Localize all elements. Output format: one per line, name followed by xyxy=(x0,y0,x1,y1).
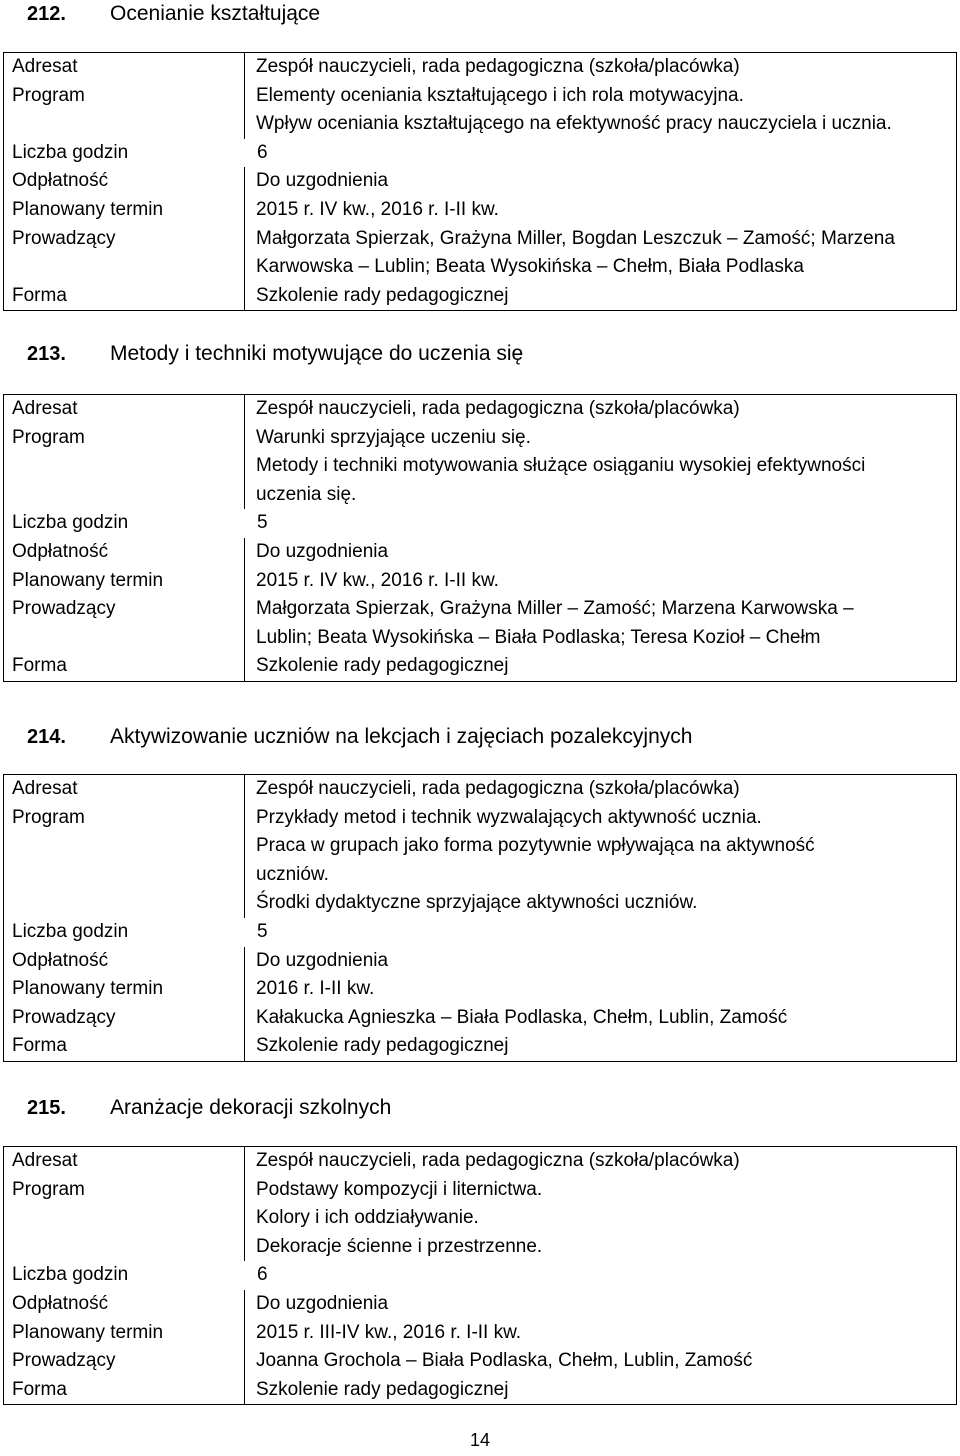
adresat-text: Zespół nauczycieli, rada pedagogiczna (szkoła/placówka) xyxy=(256,398,740,419)
column-divider xyxy=(244,1147,245,1176)
fee-label: Odpłatność xyxy=(12,170,109,192)
column-divider xyxy=(244,196,245,225)
course-info-table xyxy=(3,394,957,682)
column-divider xyxy=(244,1319,245,1348)
column-divider xyxy=(244,652,245,681)
section-heading xyxy=(3,342,957,376)
row-leaders xyxy=(4,225,956,282)
form-value xyxy=(246,1032,956,1061)
leaders-label: Prowadzący xyxy=(12,1350,116,1372)
leaders-line: Małgorzata Spierzak, Grażyna Miller – Zamość; Marzena Karwowska – xyxy=(256,598,854,620)
program-line: Podstawy kompozycji i liternictwa. xyxy=(256,1178,543,1200)
form-value xyxy=(246,282,956,311)
term-label: Planowany termin xyxy=(12,1321,164,1343)
row-fee xyxy=(4,1290,956,1319)
hours-value: 5 xyxy=(257,920,268,942)
term-label: Planowany termin xyxy=(12,198,164,220)
column-divider xyxy=(244,1032,245,1061)
section-number: 213. xyxy=(27,343,66,365)
section-title: Aktywizowanie uczniów na lekcjach i zajęciach pozalekcyjnych xyxy=(110,725,693,748)
row-form xyxy=(4,652,956,681)
section-number: 215. xyxy=(27,1097,66,1119)
program-line: Warunki sprzyjające uczeniu się. xyxy=(256,426,531,448)
column-divider xyxy=(244,225,245,282)
row-form xyxy=(4,1032,956,1061)
adresat-label: Adresat xyxy=(12,398,78,419)
leaders-value xyxy=(246,1347,956,1376)
row-adresat xyxy=(4,395,956,424)
program-label: Program xyxy=(12,426,85,448)
row-adresat xyxy=(4,775,956,804)
program-line: uczniów. xyxy=(256,863,329,885)
fee-value xyxy=(246,947,956,976)
program-line: Kolory i ich oddziaływanie. xyxy=(256,1207,479,1229)
program-line: Metody i techniki motywowania służące osiąganiu wysokiej efektywności xyxy=(256,455,866,477)
column-divider xyxy=(244,1376,245,1405)
row-adresat xyxy=(4,53,956,82)
term-label: Planowany termin xyxy=(12,978,164,1000)
course-info-table xyxy=(3,1146,957,1405)
term-value xyxy=(246,196,956,225)
fee-label: Odpłatność xyxy=(12,949,109,971)
column-divider xyxy=(244,424,245,510)
row-fee xyxy=(4,167,956,196)
adresat-value xyxy=(246,53,956,82)
column-divider xyxy=(244,567,245,596)
fee-value xyxy=(246,1290,956,1319)
row-term xyxy=(4,975,956,1004)
row-form xyxy=(4,1376,956,1405)
row-hours xyxy=(4,139,956,168)
program-line: uczenia się. xyxy=(256,483,357,505)
hours-value: 6 xyxy=(257,141,268,163)
fee-value xyxy=(246,538,956,567)
program-line: Wpływ oceniania kształtującego na efektywność pracy nauczyciela i ucznia. xyxy=(256,113,892,135)
term-value xyxy=(246,975,956,1004)
section-heading xyxy=(3,1096,957,1130)
hours-value: 6 xyxy=(257,1264,268,1286)
form-text: Szkolenie rady pedagogicznej xyxy=(256,284,509,306)
adresat-value xyxy=(246,775,956,804)
leaders-label: Prowadzący xyxy=(12,1006,116,1028)
row-leaders xyxy=(4,1347,956,1376)
hours-label: Liczba godzin xyxy=(12,1264,129,1286)
leaders-label: Prowadzący xyxy=(12,227,116,249)
column-divider xyxy=(244,775,245,804)
leaders-line: Karwowska – Lublin; Beata Wysokińska – Chełm, Biała Podlaska xyxy=(256,256,804,278)
column-divider xyxy=(244,282,245,311)
row-program xyxy=(4,82,956,139)
leaders-value xyxy=(246,595,956,652)
adresat-label: Adresat xyxy=(12,778,78,799)
fee-value xyxy=(246,167,956,196)
program-value xyxy=(246,424,956,510)
section-title: Aranżacje dekoracji szkolnych xyxy=(110,1096,392,1119)
column-divider xyxy=(244,82,245,139)
fee-text: Do uzgodnienia xyxy=(256,170,389,192)
program-line: Elementy oceniania kształtującego i ich rola motywacyjna. xyxy=(256,84,744,106)
form-value xyxy=(246,652,956,681)
column-divider xyxy=(244,947,245,976)
fee-label: Odpłatność xyxy=(12,540,109,562)
form-label: Forma xyxy=(12,1378,67,1400)
column-divider xyxy=(244,595,245,652)
adresat-value xyxy=(246,1147,956,1176)
leaders-line: Joanna Grochola – Biała Podlaska, Chełm, Lublin, Zamość xyxy=(256,1350,753,1372)
row-hours xyxy=(4,1261,956,1290)
term-text: 2015 r. IV kw., 2016 r. I-II kw. xyxy=(256,569,499,591)
form-text: Szkolenie rady pedagogicznej xyxy=(256,1035,509,1057)
column-divider xyxy=(244,975,245,1004)
column-divider xyxy=(244,804,245,918)
row-term xyxy=(4,1319,956,1348)
row-leaders xyxy=(4,1004,956,1033)
column-divider xyxy=(244,1176,245,1262)
fee-label: Odpłatność xyxy=(12,1292,109,1314)
section-heading xyxy=(3,2,957,36)
hours-value: 5 xyxy=(257,512,268,534)
course-info-table xyxy=(3,774,957,1062)
program-line: Przykłady metod i technik wyzwalających aktywność ucznia. xyxy=(256,806,762,828)
column-divider xyxy=(244,53,245,82)
form-label: Forma xyxy=(12,655,67,677)
leaders-label: Prowadzący xyxy=(12,598,116,620)
leaders-line: Małgorzata Spierzak, Grażyna Miller, Bogdan Leszczuk – Zamość; Marzena xyxy=(256,227,895,249)
form-value xyxy=(246,1376,956,1405)
form-text: Szkolenie rady pedagogicznej xyxy=(256,655,509,677)
adresat-text: Zespół nauczycieli, rada pedagogiczna (szkoła/placówka) xyxy=(256,778,740,799)
term-label: Planowany termin xyxy=(12,569,164,591)
form-label: Forma xyxy=(12,1035,67,1057)
column-divider xyxy=(244,538,245,567)
form-text: Szkolenie rady pedagogicznej xyxy=(256,1378,509,1400)
section-number: 214. xyxy=(27,726,66,748)
fee-text: Do uzgodnienia xyxy=(256,1292,389,1314)
program-label: Program xyxy=(12,1178,85,1200)
term-value xyxy=(246,567,956,596)
row-program xyxy=(4,804,956,918)
leaders-value xyxy=(246,225,956,282)
row-term xyxy=(4,196,956,225)
program-label: Program xyxy=(12,806,85,828)
column-divider xyxy=(244,395,245,424)
column-divider xyxy=(244,1004,245,1033)
adresat-label: Adresat xyxy=(12,1150,78,1171)
program-line: Dekoracje ścienne i przestrzenne. xyxy=(256,1235,543,1257)
leaders-value xyxy=(246,1004,956,1033)
adresat-text: Zespół nauczycieli, rada pedagogiczna (szkoła/placówka) xyxy=(256,1150,740,1171)
adresat-value xyxy=(246,395,956,424)
fee-text: Do uzgodnienia xyxy=(256,540,389,562)
column-divider xyxy=(244,1290,245,1319)
column-divider xyxy=(244,1347,245,1376)
program-value xyxy=(246,804,956,918)
form-label: Forma xyxy=(12,284,67,306)
row-adresat xyxy=(4,1147,956,1176)
row-hours xyxy=(4,509,956,538)
row-term xyxy=(4,567,956,596)
program-value xyxy=(246,1176,956,1262)
adresat-text: Zespół nauczycieli, rada pedagogiczna (szkoła/placówka) xyxy=(256,56,740,77)
section-number: 212. xyxy=(27,3,66,25)
term-text: 2016 r. I-II kw. xyxy=(256,978,375,1000)
program-line: Praca w grupach jako forma pozytywnie wpływająca na aktywność xyxy=(256,835,815,857)
program-value xyxy=(246,82,956,139)
row-leaders xyxy=(4,595,956,652)
fee-text: Do uzgodnienia xyxy=(256,949,389,971)
row-program xyxy=(4,424,956,510)
term-value xyxy=(246,1319,956,1348)
adresat-label: Adresat xyxy=(12,56,78,77)
row-fee xyxy=(4,947,956,976)
section-title: Ocenianie kształtujące xyxy=(110,2,321,25)
row-fee xyxy=(4,538,956,567)
row-form xyxy=(4,282,956,311)
leaders-line: Kałakucka Agnieszka – Biała Podlaska, Chełm, Lublin, Zamość xyxy=(256,1006,788,1028)
row-hours xyxy=(4,918,956,947)
hours-label: Liczba godzin xyxy=(12,512,129,534)
page-number: 14 xyxy=(469,1430,491,1450)
term-text: 2015 r. III-IV kw., 2016 r. I-II kw. xyxy=(256,1321,522,1343)
leaders-line: Lublin; Beata Wysokińska – Biała Podlaska; Teresa Kozioł – Chełm xyxy=(256,626,821,648)
program-line: Środki dydaktyczne sprzyjające aktywności uczniów. xyxy=(256,892,698,914)
program-label: Program xyxy=(12,84,85,106)
section-heading xyxy=(3,725,957,759)
column-divider xyxy=(244,167,245,196)
section-title: Metody i techniki motywujące do uczenia się xyxy=(110,342,524,365)
term-text: 2015 r. IV kw., 2016 r. I-II kw. xyxy=(256,198,499,220)
hours-label: Liczba godzin xyxy=(12,141,129,163)
row-program xyxy=(4,1176,956,1262)
course-info-table xyxy=(3,52,957,311)
hours-label: Liczba godzin xyxy=(12,920,129,942)
